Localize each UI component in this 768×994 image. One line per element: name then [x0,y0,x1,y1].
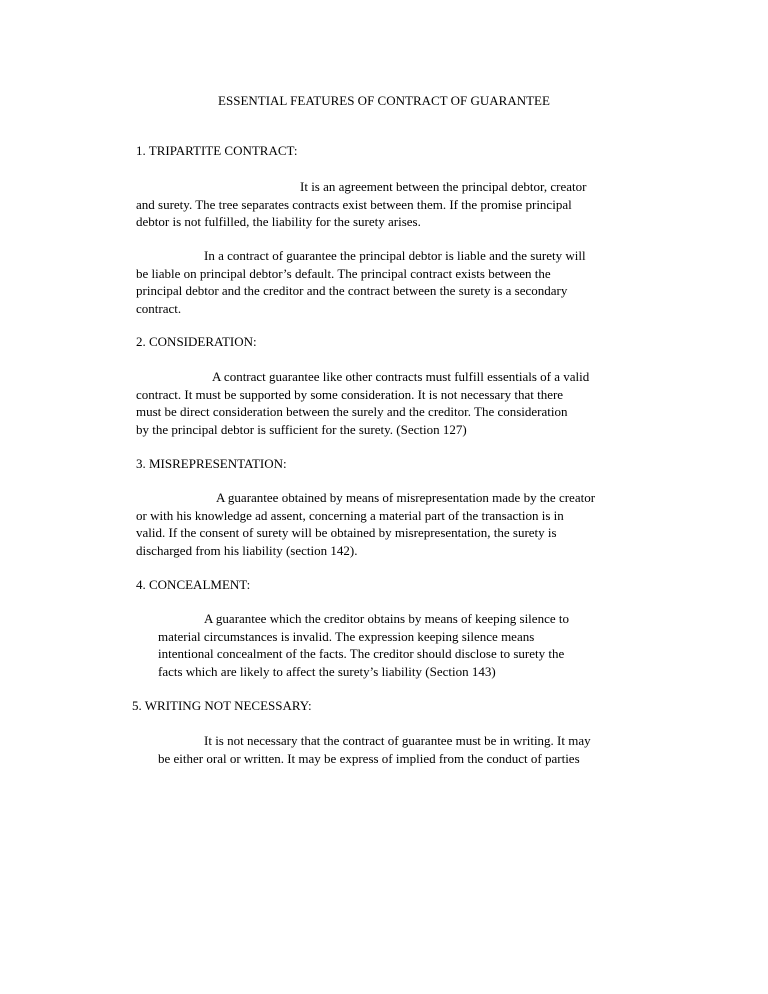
paragraph-line: or with his knowledge ad assent, concerning a material part of the transaction is in [136,507,564,523]
section-1-paragraph-2 [136,247,586,317]
paragraph-line: It is an agreement between the principal debtor, creator [300,179,587,194]
section-5-heading: 5. WRITING NOT NECESSARY: [132,698,312,713]
section-5-paragraph-1 [158,732,591,767]
paragraph-line: It is not necessary that the contract of guarantee must be in writing. It may [204,733,591,748]
paragraph-line: principal debtor and the creditor and the contract between the surety is a secondary [136,283,568,298]
section-4-paragraph-1 [158,610,569,680]
paragraph-line: A guarantee which the creditor obtains by means of keeping silence to [204,611,569,626]
section-2-heading: 2. CONSIDERATION: [136,334,257,349]
section-3-heading: 3. MISREPRESENTATION: [136,456,287,471]
paragraph-line: contract. [136,300,182,316]
paragraph-line: intentional concealment of the facts. The creditor should disclose to surety the [158,646,565,661]
paragraph-line: by the principal debtor is sufficient for the surety. (Section 127) [136,421,467,437]
paragraph-line: must be direct consideration between the surely and the creditor. The consideration [136,404,568,419]
section-2-paragraph-1 [136,368,589,438]
paragraph-line: A guarantee obtained by means of misrepresentation made by the creator [216,490,596,505]
document-title: ESSENTIAL FEATURES OF CONTRACT OF GUARANTEE [218,93,550,108]
paragraph-line: A contract guarantee like other contracts must fulfill essentials of a valid [212,369,590,384]
paragraph-line: and surety. The tree separates contracts exist between them. If the promise principal [136,196,572,212]
paragraph-line: discharged from his liability (section 142). [136,542,358,558]
paragraph-line: In a contract of guarantee the principal debtor is liable and the surety will [204,248,586,263]
paragraph-line: facts which are likely to affect the surety’s liability (Section 143) [158,663,496,679]
paragraph-line: material circumstances is invalid. The expression keeping silence means [158,628,535,644]
paragraph-line: valid. If the consent of surety will be obtained by misrepresentation, the surety is [136,525,557,540]
section-4-heading: 4. CONCEALMENT: [136,577,251,592]
paragraph-line: contract. It must be supported by some consideration. It is not necessary that there [136,386,564,402]
section-1-paragraph-1 [136,178,586,231]
paragraph-line: be liable on principal debtor’s default. The principal contract exists between the [136,265,551,281]
paragraph-line: debtor is not fulfilled, the liability for the surety arises. [136,214,421,229]
section-3-paragraph-1 [136,489,595,559]
section-1-heading: 1. TRIPARTITE CONTRACT: [136,143,298,158]
paragraph-line: be either oral or written. It may be express of implied from the conduct of parties [158,750,580,766]
